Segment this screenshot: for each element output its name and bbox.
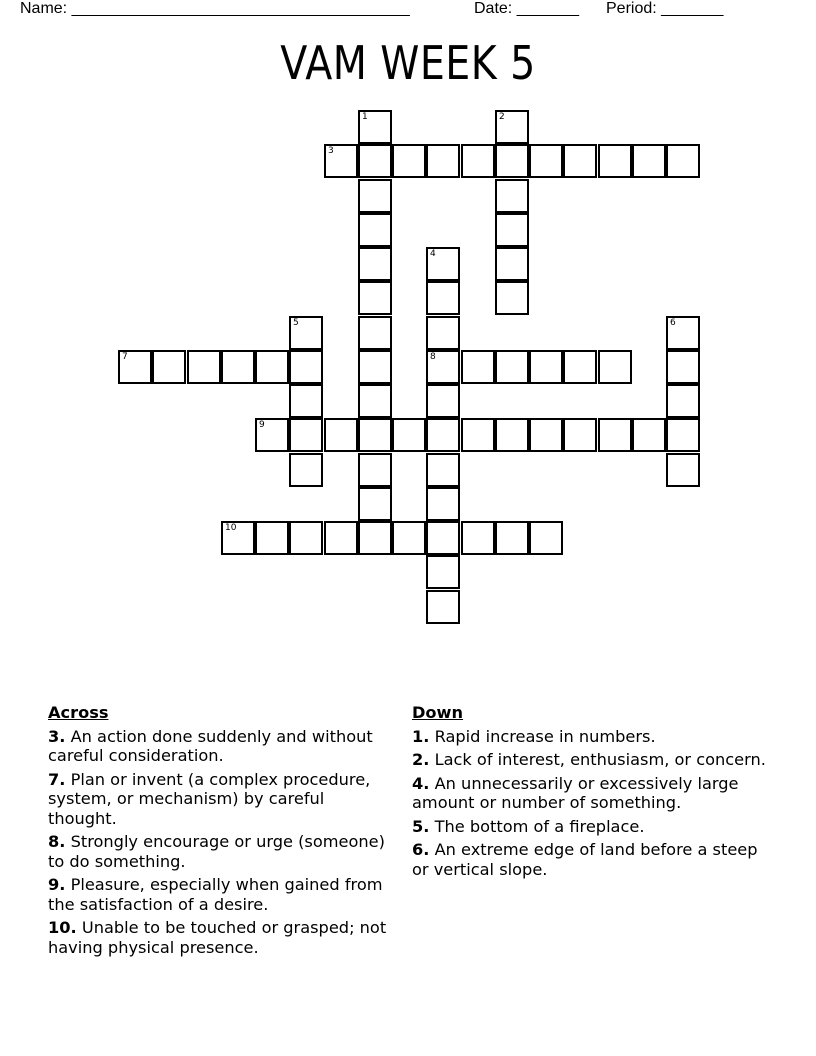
crossword-cell[interactable] xyxy=(495,521,529,555)
clue-text: Strongly encourage or urge (someone) to do something. xyxy=(48,832,385,871)
across-clue xyxy=(48,918,393,957)
crossword-cell[interactable] xyxy=(632,418,666,452)
clue-text: Rapid increase in numbers. xyxy=(434,726,656,746)
crossword-cell[interactable] xyxy=(563,418,597,452)
crossword-cell[interactable] xyxy=(666,316,700,350)
clue-text: Lack of interest, enthusiasm, or concern. xyxy=(434,750,766,769)
clue-text: The bottom of a fireplace. xyxy=(434,816,645,836)
clue-number: 5. xyxy=(412,816,430,836)
clue-text: An extreme edge of land before a steep or vertical slope. xyxy=(412,840,758,879)
clue-number: 9. xyxy=(48,875,66,894)
crossword-cell[interactable] xyxy=(426,316,460,350)
crossword-cell[interactable] xyxy=(392,521,426,555)
crossword-cell[interactable] xyxy=(563,144,597,178)
clue-text: Pleasure, especially when gained from the satisfaction of a desire. xyxy=(48,875,383,914)
clue-number: 8. xyxy=(48,832,66,851)
name-field-label[interactable]: Name: ______________________________________ xyxy=(20,0,410,17)
down-clue xyxy=(412,750,772,770)
crossword-cell[interactable] xyxy=(255,350,289,384)
across-clues xyxy=(48,703,393,961)
crossword-cell[interactable] xyxy=(392,144,426,178)
down-clue xyxy=(412,727,772,747)
crossword-cell[interactable] xyxy=(426,418,460,452)
cell-number: 4 xyxy=(430,249,436,259)
crossword-cell[interactable] xyxy=(426,350,460,384)
crossword-cell[interactable] xyxy=(426,555,460,589)
crossword-cell[interactable] xyxy=(461,521,495,555)
across-clue xyxy=(48,770,393,829)
across-clue xyxy=(48,875,393,914)
crossword-cell[interactable] xyxy=(187,350,221,384)
crossword-cell[interactable] xyxy=(358,179,392,213)
crossword-cell[interactable] xyxy=(324,521,358,555)
crossword-cell[interactable] xyxy=(221,350,255,384)
crossword-cell[interactable] xyxy=(289,521,323,555)
clue-number: 7. xyxy=(48,769,66,789)
crossword-cell[interactable] xyxy=(666,144,700,178)
page-title: VAM WEEK 5 xyxy=(280,36,536,90)
crossword-cell[interactable] xyxy=(666,350,700,384)
down-clue xyxy=(412,840,772,879)
crossword-cell[interactable] xyxy=(495,247,529,281)
cell-number: 9 xyxy=(259,420,265,430)
crossword-cell[interactable] xyxy=(529,144,563,178)
crossword-cell[interactable] xyxy=(255,521,289,555)
crossword-cell[interactable] xyxy=(426,144,460,178)
crossword-cell[interactable] xyxy=(358,418,392,452)
cell-number: 6 xyxy=(670,318,676,328)
crossword-cell[interactable] xyxy=(426,281,460,315)
clue-number: 3. xyxy=(48,726,66,746)
date-field-label[interactable]: Date: _______ xyxy=(474,0,579,17)
cell-number: 1 xyxy=(362,112,368,122)
clue-number: 10. xyxy=(48,918,77,937)
crossword-cell[interactable] xyxy=(495,179,529,213)
cell-number: 8 xyxy=(430,352,436,362)
crossword-cell[interactable] xyxy=(666,418,700,452)
clue-number: 2. xyxy=(412,750,430,769)
cell-number: 10 xyxy=(225,523,237,533)
clue-text: Unable to be touched or grasped; not having physical presence. xyxy=(48,918,387,957)
crossword-cell[interactable] xyxy=(598,350,632,384)
crossword-cell[interactable] xyxy=(426,453,460,487)
crossword-cell[interactable] xyxy=(461,418,495,452)
crossword-cell[interactable] xyxy=(358,247,392,281)
crossword-cell[interactable] xyxy=(358,316,392,350)
across-clue xyxy=(48,727,393,766)
crossword-cell[interactable] xyxy=(358,213,392,247)
crossword-cell[interactable] xyxy=(118,350,152,384)
crossword-cell[interactable] xyxy=(358,281,392,315)
crossword-cell[interactable] xyxy=(289,384,323,418)
crossword-cell[interactable] xyxy=(461,144,495,178)
crossword-cell[interactable] xyxy=(289,418,323,452)
crossword-cell[interactable] xyxy=(324,418,358,452)
crossword-cell[interactable] xyxy=(358,453,392,487)
crossword-cell[interactable] xyxy=(289,350,323,384)
cell-number: 7 xyxy=(122,352,128,362)
crossword-cell[interactable] xyxy=(495,281,529,315)
crossword-cell[interactable] xyxy=(152,350,186,384)
crossword-cell[interactable] xyxy=(289,453,323,487)
crossword-cell[interactable] xyxy=(529,521,563,555)
crossword-cell[interactable] xyxy=(358,521,392,555)
crossword-cell[interactable] xyxy=(495,213,529,247)
down-clue xyxy=(412,774,772,813)
clue-text: Plan or invent (a complex procedure, system, or mechanism) by careful thought. xyxy=(48,769,371,828)
crossword-cell[interactable] xyxy=(221,521,255,555)
crossword-cell[interactable] xyxy=(666,453,700,487)
crossword-cell[interactable] xyxy=(358,350,392,384)
crossword-cell[interactable] xyxy=(426,247,460,281)
down-heading: Down xyxy=(412,703,464,722)
crossword-cell[interactable] xyxy=(358,487,392,521)
crossword-cell[interactable] xyxy=(529,418,563,452)
crossword-cell[interactable] xyxy=(392,418,426,452)
crossword-cell[interactable] xyxy=(426,590,460,624)
crossword-cell[interactable] xyxy=(598,144,632,178)
crossword-cell[interactable] xyxy=(495,350,529,384)
clue-number: 4. xyxy=(412,773,430,793)
clue-text: An action done suddenly and without careful consideration. xyxy=(48,726,373,765)
crossword-cell[interactable] xyxy=(632,144,666,178)
cell-number: 5 xyxy=(293,318,299,328)
period-field-label[interactable]: Period: _______ xyxy=(606,0,724,17)
crossword-cell[interactable] xyxy=(666,384,700,418)
cell-number: 2 xyxy=(499,112,505,122)
crossword-cell[interactable] xyxy=(563,350,597,384)
crossword-cell[interactable] xyxy=(529,350,563,384)
crossword-cell[interactable] xyxy=(598,418,632,452)
cell-number: 3 xyxy=(328,146,334,156)
crossword-cell[interactable] xyxy=(461,350,495,384)
crossword-cell[interactable] xyxy=(358,384,392,418)
clue-number: 1. xyxy=(412,726,430,746)
down-clues xyxy=(412,703,772,883)
crossword-cell[interactable] xyxy=(324,144,358,178)
crossword-cell[interactable] xyxy=(426,384,460,418)
down-clue xyxy=(412,817,772,837)
crossword-cell[interactable] xyxy=(255,418,289,452)
crossword-cell[interactable] xyxy=(495,418,529,452)
across-heading: Across xyxy=(48,703,109,722)
clue-number: 6. xyxy=(412,840,430,859)
across-clue xyxy=(48,832,393,871)
crossword-cell[interactable] xyxy=(289,316,323,350)
crossword-cell[interactable] xyxy=(426,521,460,555)
crossword-cell[interactable] xyxy=(358,144,392,178)
crossword-cell[interactable] xyxy=(495,110,529,144)
crossword-cell[interactable] xyxy=(358,110,392,144)
crossword-cell[interactable] xyxy=(426,487,460,521)
crossword-cell[interactable] xyxy=(495,144,529,178)
clue-text: An unnecessarily or excessively large amount or number of something. xyxy=(412,773,739,812)
